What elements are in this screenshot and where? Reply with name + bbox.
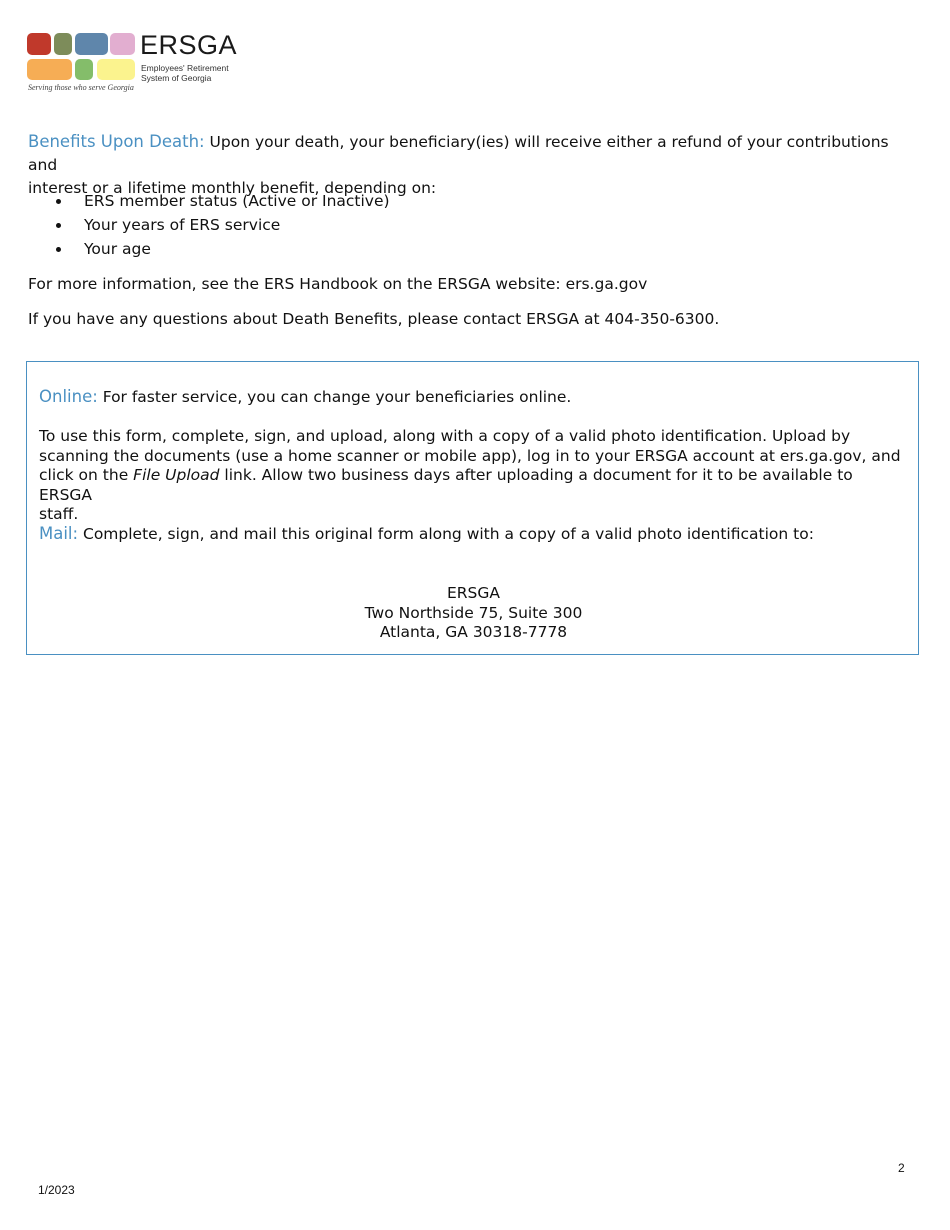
page-number: 2 — [898, 1161, 905, 1175]
logo-wordmark: ERSGA — [140, 30, 238, 60]
online-paragraph — [39, 387, 901, 408]
more-info-text: For more information, see the ERS Handbook on the ERSGA website: ers.ga.gov — [28, 275, 648, 293]
benefits-heading: Benefits Upon Death: — [28, 132, 205, 151]
mail-text: Complete, sign, and mail this original form along with a copy of a valid photo identification to: — [78, 525, 814, 543]
ersga-logo — [27, 32, 242, 94]
benefits-intro-line1: Upon your death, your beneficiary(ies) will receive either a refund of your contributions and — [28, 133, 889, 174]
submission-info-box — [26, 361, 919, 655]
questions-text: If you have any questions about Death Benefits, please contact ERSGA at 404-350-6300. — [28, 310, 720, 328]
logo-tile-pink — [110, 33, 135, 55]
mailing-address — [27, 584, 920, 643]
online-heading: Online: — [39, 387, 98, 406]
online-text: For faster service, you can change your beneficiaries online. — [97, 388, 572, 406]
logo-tile-red — [27, 33, 51, 55]
logo-subtitle-line1: Employees' Retirement — [141, 63, 229, 73]
upload-line4: staff. — [39, 505, 79, 523]
logo-subtitle-line2: System of Georgia — [141, 73, 212, 83]
logo-tile-green — [75, 59, 93, 80]
logo-tile-orange — [27, 59, 72, 80]
upload-line1: To use this form, complete, sign, and upload, along with a copy of a valid photo identification. Upload by — [39, 427, 851, 445]
address-street: Two Northside 75, Suite 300 — [364, 603, 583, 622]
benefit-factors-list — [56, 189, 390, 261]
logo-tagline: Serving those who serve Georgia — [28, 83, 134, 92]
list-item: Your years of ERS service — [56, 213, 390, 237]
upload-line3-pre: click on the — [39, 466, 134, 484]
address-city: Atlanta, GA 30318-7778 — [379, 623, 568, 641]
benefits-intro-line2: interest or a lifetime monthly benefit, depending on: — [28, 179, 437, 197]
upload-instructions — [39, 427, 901, 525]
list-item: Your age — [56, 237, 390, 261]
file-upload-link-text: File Upload — [133, 466, 220, 484]
logo-tile-yellow — [97, 59, 135, 80]
mail-heading: Mail: — [39, 524, 79, 543]
logo-tile-olive — [54, 33, 72, 55]
upload-line3-post: link. Allow two business days after uploading a document for it to be available to ERSGA — [39, 466, 853, 504]
list-item: ERS member status (Active or Inactive) — [56, 189, 390, 213]
mail-paragraph — [39, 524, 901, 545]
upload-line2: scanning the documents (use a home scanner or mobile app), log in to your ERSGA account at ers.ga.gov, and — [39, 446, 901, 465]
address-name: ERSGA — [446, 584, 501, 602]
logo-tile-blue — [75, 33, 108, 55]
footer-date: 1/2023 — [38, 1183, 75, 1197]
